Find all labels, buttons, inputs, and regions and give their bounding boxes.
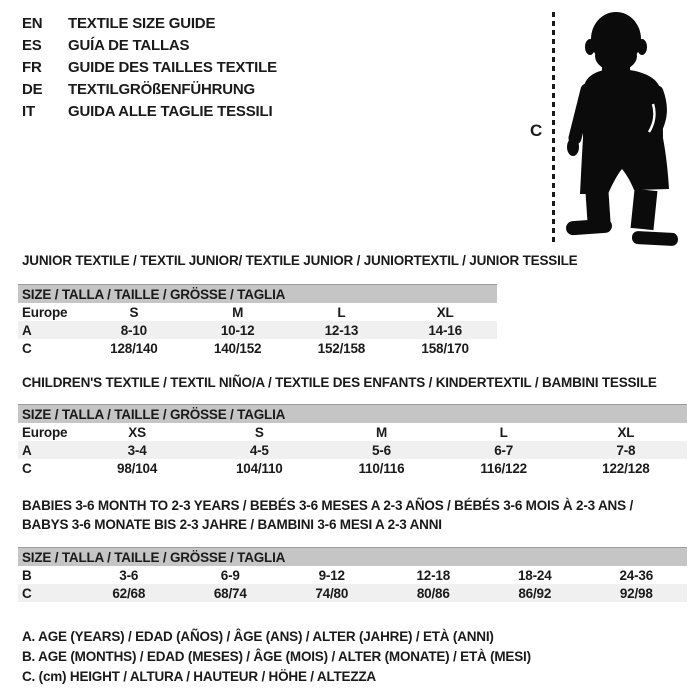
babies-heading-line1: BABIES 3-6 MONTH TO 2-3 YEARS / BEBÉS 3-6 MESES A 2-3 AÑOS / BÉBÉS 3-6 MOIS À 2-3 ANS / [22,498,633,513]
row-label: B [22,567,32,583]
age-cell: 8-10 [120,322,147,338]
age-cell: 14-16 [428,322,462,338]
height-cell: 116/122 [480,460,527,476]
size-cell: L [499,424,508,440]
size-cell: L [337,304,346,320]
babies-size-table [18,547,687,602]
language-row [22,12,277,34]
height-cell: 62/68 [112,585,146,601]
height-measure-label: C [530,121,543,140]
height-cell: 74/80 [315,585,349,601]
size-cell: S [254,424,264,440]
language-title: GUIDA ALLE TAGLIE TESSILI [68,102,273,120]
height-cell: 128/140 [110,340,158,356]
height-cell: 80/86 [416,585,450,601]
age-cell: 3-4 [127,442,147,458]
language-row [22,100,277,122]
language-title: TEXTILE SIZE GUIDE [68,14,216,32]
height-cell: 98/104 [117,460,158,476]
children-section-heading: CHILDREN'S TEXTILE / TEXTIL NIÑO/A / TEXTILE DES ENFANTS / KINDERTEXTIL / BAMBINI TESSILE [22,375,657,390]
language-code: FR [22,58,42,76]
children-size-table [18,404,687,477]
language-title: GUIDE DES TAILLES TEXTILE [68,58,277,76]
table-row [18,339,497,357]
size-cell: M [232,304,244,320]
junior-size-table [18,284,497,357]
height-cell: 152/158 [317,340,366,356]
age-cell: 12-18 [416,567,451,583]
footnote-c: C. (cm) HEIGHT / ALTURA / HAUTEUR / HÖHE / ALTEZZA [22,669,376,684]
height-cell: 110/116 [358,460,405,476]
height-cell: 140/152 [213,340,262,356]
row-label: Europe [22,304,68,320]
height-cell: 92/98 [619,585,653,601]
language-row [22,56,277,78]
language-title: GUÍA DE TALLAS [68,36,190,54]
table-row [18,441,687,459]
language-row [22,34,277,56]
row-label: C [22,585,32,601]
language-code: IT [22,102,35,120]
table-row [18,321,497,339]
table-row [18,423,687,441]
toddler-silhouette-icon [550,8,700,248]
language-code: ES [22,36,42,54]
age-cell: 24-36 [619,567,654,583]
size-cell: S [129,304,139,320]
language-code: EN [22,14,43,32]
footnote-legend [22,627,531,687]
size-cell: XL [436,304,454,320]
size-cell: M [375,424,387,440]
table-header-band: SIZE / TALLA / TAILLE / GRÖSSE / TAGLIA [18,405,687,424]
language-code: DE [22,80,43,98]
size-cell: XL [617,424,635,440]
table-header-band: SIZE / TALLA / TAILLE / GRÖSSE / TAGLIA [18,285,497,304]
language-title: TEXTILGRÖßENFÜHRUNG [68,80,256,98]
table-header-band: SIZE / TALLA / TAILLE / GRÖSSE / TAGLIA [18,548,687,567]
age-cell: 6-7 [494,442,514,458]
height-cell: 122/128 [602,460,650,476]
row-label: C [22,340,32,356]
height-cell: 104/110 [235,460,283,476]
footnote-b: B. AGE (MONTHS) / EDAD (MESES) / ÂGE (MOIS) / ALTER (MONATE) / ETÀ (MESI) [22,649,531,664]
babies-section-heading [22,496,633,534]
table-row [18,566,687,584]
size-cell: XS [128,424,146,440]
age-cell: 6-9 [220,567,240,583]
age-cell: 5-6 [372,442,391,458]
age-cell: 10-12 [220,322,255,338]
row-label: A [22,442,32,458]
table-row [18,459,687,477]
age-cell: 3-6 [119,567,139,583]
age-cell: 12-13 [324,322,359,338]
babies-heading-line2: BABYS 3-6 MONATE BIS 2-3 JAHRE / BAMBINI 3-6 MESI A 2-3 ANNI [22,517,442,532]
height-cell: 158/170 [421,340,469,356]
age-cell: 18-24 [517,567,552,583]
row-label: A [22,322,32,338]
row-label: Europe [22,424,68,440]
footnote-a: A. AGE (YEARS) / EDAD (AÑOS) / ÂGE (ANS) / ALTER (JAHRE) / ETÀ (ANNI) [22,629,494,644]
height-cell: 68/74 [213,585,247,601]
height-cell: 86/92 [518,585,552,601]
age-cell: 4-5 [249,442,269,458]
language-row [22,78,277,100]
junior-section-heading: JUNIOR TEXTILE / TEXTIL JUNIOR/ TEXTILE JUNIOR / JUNIORTEXTIL / JUNIOR TESSILE [22,253,578,268]
age-cell: 7-8 [616,442,636,458]
row-label: C [22,460,32,476]
age-cell: 9-12 [318,567,345,583]
table-row [18,584,687,602]
language-list [22,12,277,122]
table-row [18,303,497,321]
